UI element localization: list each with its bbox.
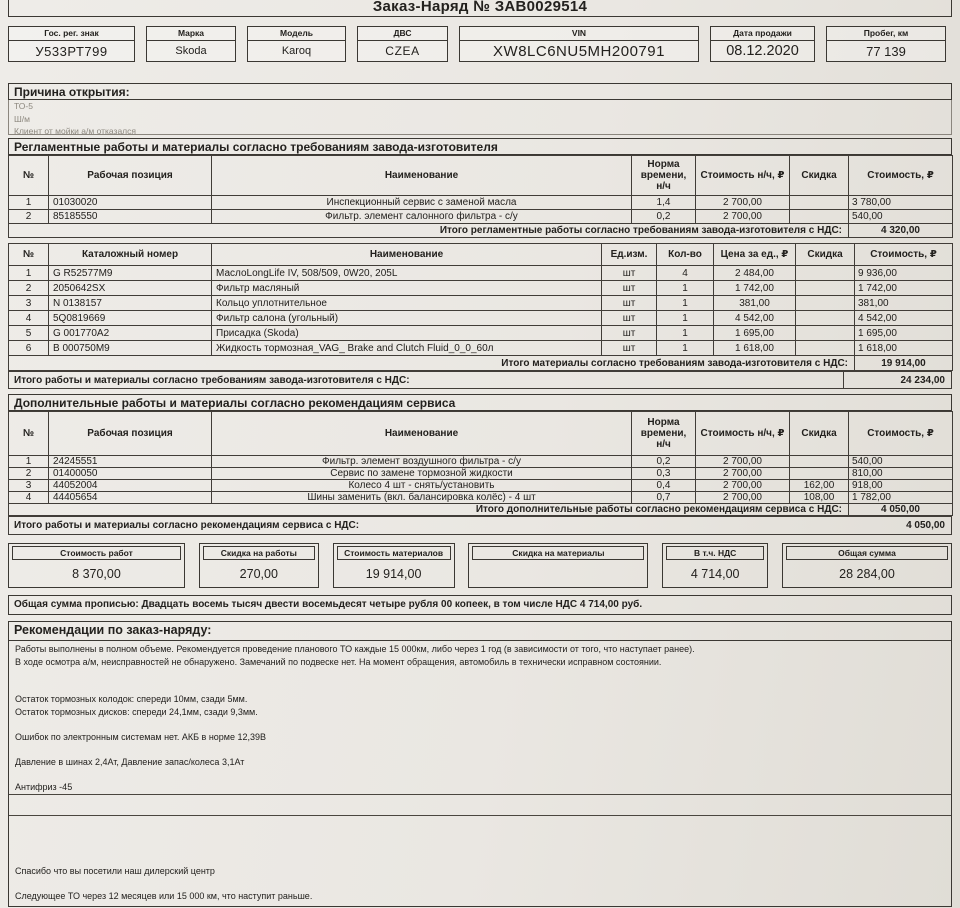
reason-content xyxy=(8,100,952,135)
field-value: У533РТ799 xyxy=(35,43,108,59)
total-value: 4 050,00 xyxy=(849,504,953,516)
table-row: 4 44405654 Шины заменить (вкл. балансировка колёс) - 4 шт 0,7 2 700,00 108,00 1 782,00 xyxy=(9,492,953,504)
recommendation-line: Давление в шинах 2,4Ат, Давление запас/колеса 3,1Ат xyxy=(15,756,245,767)
summary-materials-discount xyxy=(468,543,648,588)
regular-section-title: Регламентные работы и материалы согласно требованиям завода-изготовителя xyxy=(8,138,952,155)
field-value: 08.12.2020 xyxy=(726,43,799,59)
field-value: Karoq xyxy=(281,45,312,57)
col-header: Ед.изм. xyxy=(602,244,657,266)
recommendation-line: Остаток тормозных дисков: спереди 24,1мм, сзади 9,3мм. xyxy=(15,706,258,717)
summary-label: Стоимость работ xyxy=(12,546,181,560)
reason-line: Клиент от мойки а/м отказался xyxy=(14,126,136,136)
table-row: 2 2050642SX Фильтр масляный шт 1 1 742,00 1 742,00 xyxy=(9,281,953,296)
additional-works-table xyxy=(8,411,953,516)
recommendation-line xyxy=(15,718,945,731)
field-label: Марка xyxy=(147,27,235,41)
amount-in-words: Общая сумма прописью: Двадцать восемь тысяч двести восемьдесят четыре рубля 00 копеек, в том числе НДС 4 714,00 руб. xyxy=(8,595,952,615)
col-header: Кол-во xyxy=(657,244,714,266)
total-value: 19 914,00 xyxy=(855,356,953,371)
summary-label: В т.ч. НДС xyxy=(666,546,764,560)
vehicle-info-row xyxy=(8,26,952,62)
summary-label: Стоимость материалов xyxy=(337,546,451,560)
grand-total-value: 24 234,00 xyxy=(843,372,951,388)
col-header: Скидка xyxy=(790,156,849,196)
summary-value: 19 914,00 xyxy=(365,566,422,581)
field-label: Гос. рег. знак xyxy=(9,27,134,41)
field-label: Модель xyxy=(248,27,345,41)
field-value: 77 139 xyxy=(866,43,906,59)
col-header: Наименование xyxy=(212,412,632,456)
field-value: Skoda xyxy=(175,45,207,57)
col-header: Наименование xyxy=(212,156,632,196)
col-header: № xyxy=(9,412,49,456)
total-label: Итого материалы согласно требованиям завода-изготовителя с НДС: xyxy=(9,356,855,371)
field-label: Пробег, км xyxy=(827,27,945,41)
regular-grand-total xyxy=(8,371,952,389)
recommendation-line: В ходе осмотра а/м, неисправностей не обнаружено. Замечаний по подвеске нет. На момент обращения, автомобиль в технически исправном состоянии. xyxy=(15,656,662,667)
recommendation-line xyxy=(15,768,945,781)
grand-total-value: 4 050,00 xyxy=(906,520,945,531)
field-reg-plate xyxy=(8,26,135,62)
field-engine xyxy=(357,26,448,62)
thanks-line: Спасибо что вы посетили наш дилерский центр xyxy=(15,866,215,876)
grand-total-label: Итого работы и материалы согласно рекомендациям сервиса с НДС: xyxy=(14,520,360,531)
col-header: Норма времени, н/ч xyxy=(632,156,696,196)
antifreeze-line: Антифриз -45 xyxy=(9,781,951,796)
regular-works-table xyxy=(8,155,953,238)
total-label: Итого дополнительные работы согласно рекомендациям сервиса с НДС: xyxy=(9,504,849,516)
summary-works-cost xyxy=(8,543,185,588)
document-title-box xyxy=(8,0,952,17)
summary-value xyxy=(469,560,647,587)
table-row: 4 5Q0819669 Фильтр салона (угольный) шт 1 4 542,00 4 542,00 xyxy=(9,311,953,326)
table-row: 3 44052004 Колесо 4 шт - снять/установить 0,4 2 700,00 162,00 918,00 xyxy=(9,480,953,492)
col-header: Рабочая позиция xyxy=(49,412,212,456)
document-title: Заказ-Наряд № ЗАВ0029514 xyxy=(372,0,588,15)
field-sale-date xyxy=(710,26,815,62)
recommendation-line: Остаток тормозных колодок: спереди 10мм, сзади 5мм. xyxy=(15,694,248,704)
recommendation-line: Работы выполнены в полном объеме. Рекомендуется проведение планового ТО каждые 15 000км, либо через 1 год (в зависимости от того, что наступает ранее). xyxy=(15,644,695,654)
reason-section-title: Причина открытия: xyxy=(8,83,952,100)
table-header-row xyxy=(9,156,953,196)
table-row: 3 N 0138157 Кольцо уплотнительное шт 1 381,00 381,00 xyxy=(9,296,953,311)
col-header: Скидка xyxy=(796,244,855,266)
col-header: Стоимость, ₽ xyxy=(849,156,953,196)
col-header: Стоимость, ₽ xyxy=(849,412,953,456)
col-header: Скидка xyxy=(790,412,849,456)
col-header: Цена за ед., ₽ xyxy=(714,244,796,266)
recommendation-line xyxy=(15,668,945,681)
summary-value: 28 284,00 xyxy=(839,566,895,581)
table-header-row xyxy=(9,412,953,456)
field-mileage xyxy=(826,26,946,62)
field-model xyxy=(247,26,346,62)
works-total-row xyxy=(9,224,953,238)
materials-table xyxy=(8,243,953,371)
reason-line: Ш/м xyxy=(14,113,30,124)
table-header-row xyxy=(9,244,953,266)
table-row: 1 G R52577M9 МаслоLongLife IV, 508/509, 0W20, 205L шт 4 2 484,00 9 936,00 xyxy=(9,266,953,281)
col-header: Норма времени, н/ч xyxy=(632,412,696,456)
summary-value: 270,00 xyxy=(239,566,278,581)
summary-materials-cost xyxy=(333,543,455,588)
field-vin xyxy=(459,26,699,62)
additional-grand-total xyxy=(8,516,952,535)
field-value: XW8LC6NU5MH200791 xyxy=(493,42,665,60)
summary-label: Общая сумма xyxy=(786,546,948,560)
col-header: Каталожный номер xyxy=(49,244,212,266)
total-value: 4 320,00 xyxy=(849,224,953,238)
field-label: VIN xyxy=(460,27,698,41)
spacer xyxy=(15,816,945,865)
reason-line: ТО-5 xyxy=(14,101,33,111)
summary-label: Скидка на работы xyxy=(203,546,315,560)
table-row: 2 01400050 Сервис по замене тормозной жидкости 0,3 2 700,00 810,00 xyxy=(9,468,953,480)
total-label: Итого регламентные работы согласно требованиям завода-изготовителя с НДС: xyxy=(9,224,849,238)
recommendations-body xyxy=(8,641,952,907)
summary-value: 8 370,00 xyxy=(72,566,121,581)
summary-works-discount xyxy=(199,543,319,588)
table-row: 1 01030020 Инспекционный сервис с заменой масла 1,4 2 700,00 3 780,00 xyxy=(9,196,953,210)
table-row: 5 G 001770A2 Присадка (Skoda) шт 1 1 695,00 1 695,00 xyxy=(9,326,953,341)
summary-vat xyxy=(662,543,768,588)
field-value: CZEA xyxy=(385,44,420,58)
table-row: 6 B 000750M9 Жидкость тормозная_VAG_ Brake and Clutch Fluid_0_0_60л шт 1 1 618,00 1 618,00 xyxy=(9,341,953,356)
table-row: 1 24245551 Фильтр. элемент воздушного фильтра - с/у 0,2 2 700,00 540,00 xyxy=(9,456,953,468)
summary-total xyxy=(782,543,952,588)
recommendation-line xyxy=(15,743,945,756)
col-header: Стоимость, ₽ xyxy=(855,244,953,266)
field-label: Дата продажи xyxy=(711,27,814,41)
col-header: № xyxy=(9,244,49,266)
additional-section-title: Дополнительные работы и материалы согласно рекомендациям сервиса xyxy=(8,394,952,411)
recommendation-line: Ошибок по электронным системам нет. АКБ в норме 12,39В xyxy=(15,731,267,742)
col-header: Рабочая позиция xyxy=(49,156,212,196)
field-make xyxy=(146,26,236,62)
works-total-row xyxy=(9,504,953,516)
recommendations-title: Рекомендации по заказ-наряду: xyxy=(8,621,952,641)
grand-total-label: Итого работы и материалы согласно требованиям завода-изготовителя с НДС: xyxy=(14,374,410,386)
summary-row xyxy=(8,543,952,588)
summary-label: Скидка на материалы xyxy=(472,546,644,560)
recommendations-footer xyxy=(15,865,945,902)
summary-value: 4 714,00 xyxy=(690,566,740,581)
col-header: № xyxy=(9,156,49,196)
col-header: Стоимость н/ч, ₽ xyxy=(696,156,790,196)
col-header: Наименование xyxy=(212,244,602,266)
next-service-line: Следующее ТО через 12 месяцев или 15 000 км, что наступит раньше. xyxy=(15,890,313,901)
materials-total-row xyxy=(9,356,953,371)
table-row: 2 85185550 Фильтр. элемент салонного фильтра - с/у 0,2 2 700,00 540,00 xyxy=(9,210,953,224)
col-header: Стоимость н/ч, ₽ xyxy=(696,412,790,456)
recommendation-line xyxy=(15,681,945,694)
field-label: ДВС xyxy=(358,27,447,41)
